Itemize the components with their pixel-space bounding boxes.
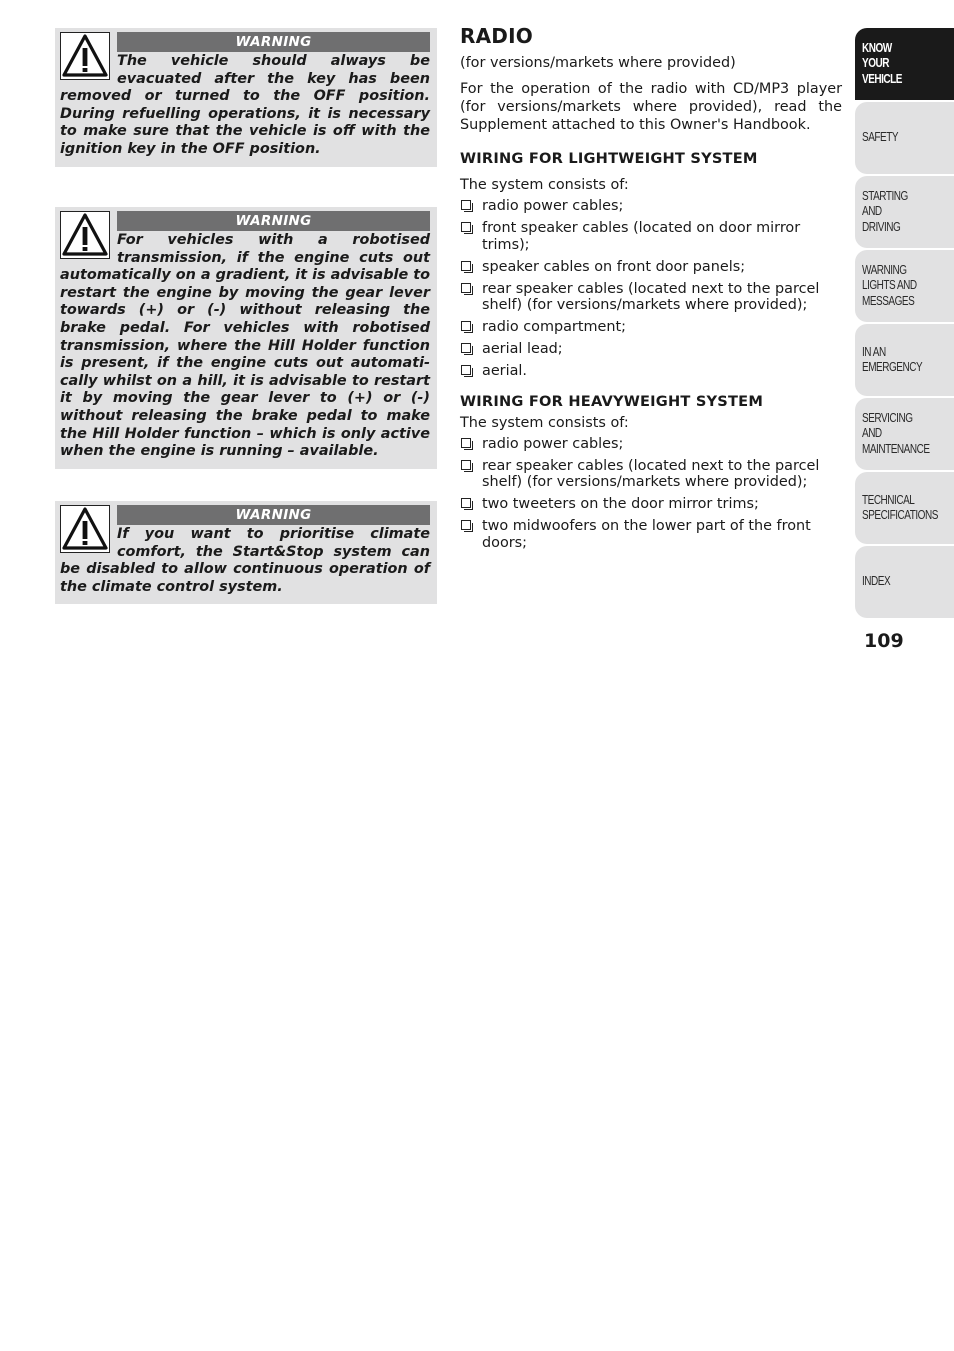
chapter-tab-index[interactable] [855,546,954,618]
list-item [460,496,842,513]
chapter-tab-label: SAFETY [862,130,899,145]
list-item [460,220,842,253]
warning-box-robotised-transmission [55,207,437,469]
checkbox-bullet-icon [461,438,471,448]
chapter-tab-label: INDEX [862,574,891,589]
warning-triangle-icon [60,211,110,259]
radio-intro: For the operation of the radio with CD/MP3 player (for versions/markets where provided), read the Supplement attached to this Owner's Handbook. [460,81,842,133]
chapter-tab-label: STARTING AND DRIVING [862,188,908,234]
warning-title: WARNING [117,211,430,231]
chapter-tabs [855,28,954,620]
chapter-tab-in-an-emergency[interactable] [855,324,954,396]
page-number: 109 [864,630,904,652]
warning-text: If you want to prioritise climate comfort, the Start&Stop system can be disabled to allow continuous operation of the climate control system. [60,526,430,595]
radio-section [460,24,842,557]
availability-note: (for versions/markets where provided) [460,55,736,71]
warning-text: For vehicles with a robotised transmission, if the engine cuts out automatically on a gradient, it is advisable to restart the engine by moving the gear lever towards (+) or (-) without releasing the brake pedal. For vehicles with robotised transmission, where the Hill Holder function is present, if the engine cuts out automatically whilst on a hill, it is advisable to restart it by moving the gear lever to (+) or (-) without releasing the brake pedal to make the Hill Holder function – which is only active when the engine is running – available. [60,232,431,460]
list-item-text: rear speaker cables (located next to the parcel shelf) (for versions/markets where provided); [482,457,820,490]
chapter-tab-know-your-vehicle[interactable] [855,28,954,100]
lightweight-heading: WIRING FOR LIGHTWEIGHT SYSTEM [460,150,758,167]
list-item [460,518,842,551]
heavyweight-heading: WIRING FOR HEAVYWEIGHT SYSTEM [460,392,764,410]
list-item-text: radio compartment; [482,319,626,335]
list-item [460,198,842,215]
warning-triangle-icon [60,32,110,80]
chapter-tab-safety[interactable] [855,102,954,174]
list-item-text: aerial lead; [482,341,563,357]
list-item-text: aerial. [482,363,527,379]
warning-box-climate-comfort [55,501,437,604]
checkbox-bullet-icon [461,261,471,271]
checkbox-bullet-icon [461,520,471,530]
list-item [460,319,842,336]
list-item [460,259,842,276]
heavyweight-list [460,436,842,552]
chapter-tab-label: IN AN EMERGENCY [862,344,923,374]
heavyweight-lead: The system consists of: [460,414,629,431]
list-item-text: two midwoofers on the lower part of the front doors; [482,518,811,551]
checkbox-bullet-icon [461,343,471,353]
list-item-text: radio power cables; [482,435,624,452]
checkbox-bullet-icon [461,321,471,331]
list-item-text: rear speaker cables (located next to the parcel shelf) (for versions/markets where provided); [482,280,820,313]
chapter-tab-technical-specifications[interactable] [855,472,954,544]
list-item-text: front speaker cables (located on door mirror trims); [482,220,801,253]
list-item-text: two tweeters on the door mirror trims; [482,496,759,512]
list-item [460,458,842,491]
lightweight-lead: The system consists of: [460,177,629,193]
chapter-tab-label: SERVICING AND MAINTENANCE [862,410,930,456]
checkbox-bullet-icon [461,200,471,210]
list-item-text: speaker cables on front door panels; [482,258,746,275]
chapter-tab-label: KNOW YOUR VEHICLE [862,40,902,86]
chapter-tab-label: TECHNICAL SPECIFICATIONS [862,492,938,522]
list-item [460,281,842,314]
warning-title: WARNING [117,32,430,52]
list-item [460,436,842,453]
checkbox-bullet-icon [461,283,471,293]
checkbox-bullet-icon [461,460,471,470]
checkbox-bullet-icon [461,365,471,375]
warning-triangle-icon [60,505,110,553]
checkbox-bullet-icon [461,222,471,232]
lightweight-list [460,198,842,380]
list-item [460,363,842,380]
chapter-tab-label: WARNING LIGHTS AND MESSAGES [862,262,917,308]
chapter-tab-starting-and-driving[interactable] [855,176,954,248]
warning-box-evacuation [55,28,437,167]
list-item-text: radio power cables; [482,198,624,214]
warning-title: WARNING [117,505,430,525]
warning-text: The vehicle should always be evacuated after the key has been removed or turned to the OFF position. During refuelling operations, it is necessary to make sure that the vehicle is off with the ignition key in the OFF position. [60,53,430,157]
section-title: RADIO [460,24,533,48]
chapter-tab-servicing-and-maintenance[interactable] [855,398,954,470]
list-item [460,341,842,358]
checkbox-bullet-icon [461,498,471,508]
chapter-tab-warning-lights-and-messages[interactable] [855,250,954,322]
